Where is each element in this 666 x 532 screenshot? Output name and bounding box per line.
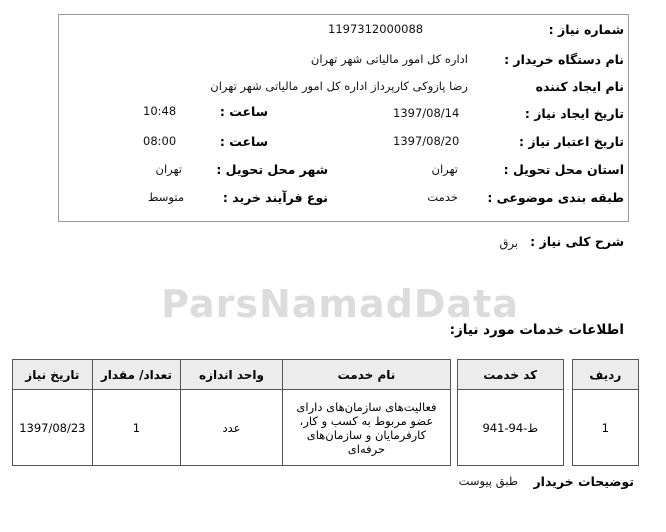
validity-date-value: 1397/08/20 [393,134,460,148]
creator-value: رضا پازوکی کارپرداز اداره کل امور مالیاتی شهر تهران [210,79,468,93]
validity-time-value: 08:00 [143,134,177,148]
creator-label: نام ایجاد کننده [535,79,624,94]
cell-date: 1397/08/23 [13,390,93,466]
col-header-qty: تعداد/ مقدار [92,360,180,390]
need-number-value: 1197312000088 [328,22,424,36]
cell-unit: عدد [181,390,283,466]
services-section-title: اطلاعات خدمات مورد نیاز: [449,322,624,338]
cell-qty: 1 [92,390,180,466]
buyer-notes-label: توضیحات خریدار [533,474,634,489]
cell-service-name: فعالیت‌های سازمان‌های دارای عضو مربوط به کسب و کار، کارفرمایان و سازمان‌های حرفه‌ای [282,390,450,466]
delivery-city-label: شهر محل تحویل : [216,162,328,177]
process-type-label: نوع فرآیند خرید : [222,190,328,205]
services-table [12,359,639,466]
need-number-label: شماره نیاز : [548,22,624,37]
validity-date-label: تاریخ اعتبار نیاز : [519,134,624,149]
col-header-name: نام خدمت [282,360,450,390]
description-value: برق [499,236,518,250]
description-label: شرح کلی نیاز : [530,234,624,249]
table-header-row [13,360,639,390]
delivery-city-value: تهران [155,162,182,176]
col-header-code: کد خدمت [457,360,563,390]
category-label: طبقه بندی موضوعی : [487,190,624,205]
cell-code: ط-94-941 [457,390,563,466]
buyer-org-value: اداره کل امور مالیاتی شهر تهران [310,52,468,66]
watermark: ParsNamadData [161,282,519,326]
cell-row: 1 [572,390,638,466]
created-date-value: 1397/08/14 [393,106,460,120]
created-time-label: ساعت : [219,104,268,119]
buyer-org-label: نام دستگاه خریدار : [504,52,624,67]
col-header-date: تاریخ نیاز [13,360,93,390]
process-type-value: متوسط [147,190,184,204]
table-row [13,390,639,466]
delivery-province-value: تهران [431,162,458,176]
col-header-row: ردیف [572,360,638,390]
col-header-unit: واحد اندازه [181,360,283,390]
buyer-notes-value: طبق پیوست [458,474,518,488]
validity-time-label: ساعت : [219,134,268,149]
delivery-province-label: استان محل تحویل : [503,162,624,177]
created-date-label: تاریخ ایجاد نیاز : [524,106,624,121]
category-value: خدمت [427,190,458,204]
created-time-value: 10:48 [143,104,177,118]
